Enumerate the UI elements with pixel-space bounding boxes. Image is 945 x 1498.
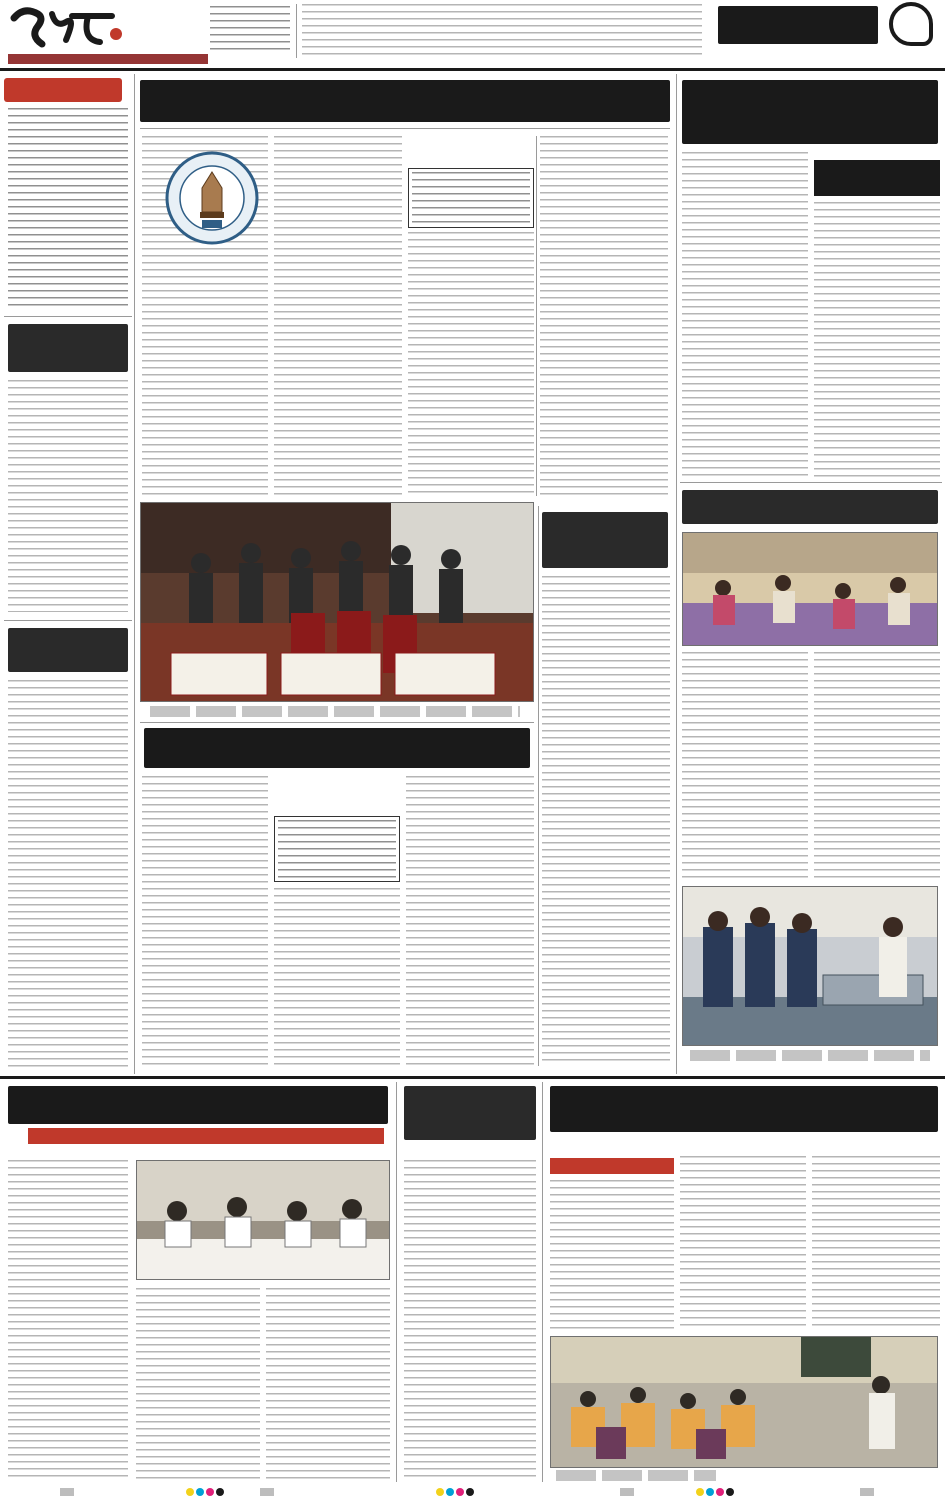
parents-meeting-photo [550, 1336, 938, 1468]
protest-body-mid [136, 1288, 260, 1480]
business-headline [542, 512, 668, 568]
sidebar-story-body [8, 380, 128, 612]
hunger-strike-headline [682, 490, 938, 524]
sidebar-story-headline [8, 324, 128, 372]
right-top-body-1 [682, 152, 808, 478]
quiz-col-2 [274, 888, 400, 1068]
protest-subhead [28, 1128, 384, 1144]
parents-subhead [550, 1158, 674, 1174]
hunger-body-2 [814, 652, 940, 880]
parents-body-1 [550, 1180, 674, 1330]
dateline [8, 54, 208, 64]
quiz-col-3 [406, 776, 534, 1068]
sidebar-story2-headline [8, 628, 128, 672]
business-body [542, 576, 670, 1066]
parents-body-2 [680, 1156, 806, 1330]
sidebar-story2-body [8, 680, 128, 1070]
science-photo-caption [690, 1050, 930, 1061]
quiz-headline [144, 728, 530, 768]
edition-title [718, 6, 878, 44]
page-number [889, 2, 933, 46]
quiz-photo-caption [150, 706, 520, 717]
library-body-1 [404, 1160, 536, 1480]
library-headline [404, 1086, 536, 1140]
quiz-col-1 [142, 776, 268, 1068]
hunger-body-1 [682, 652, 808, 880]
lead-bullets-text [412, 172, 530, 224]
right-top-body-2 [814, 202, 940, 478]
top-teaser-text [302, 4, 702, 60]
quiz-highlights [278, 820, 396, 878]
protest-press-photo [136, 1160, 390, 1280]
newspaper-logo [8, 4, 126, 54]
protest-headline [8, 1086, 388, 1124]
parents-headline [550, 1086, 938, 1132]
lead-col-3 [408, 232, 534, 498]
sidebar-list [8, 108, 128, 308]
protest-body-right [266, 1288, 390, 1480]
lead-headline [140, 80, 670, 122]
right-top-subhead [814, 160, 940, 196]
science-exhibition-photo [682, 886, 938, 1046]
print-registration-marks [0, 1484, 945, 1498]
lead-col-4 [540, 136, 668, 498]
sidebar-box-title [4, 78, 122, 102]
quiz-award-photo [140, 502, 534, 702]
protest-body-left [8, 1160, 128, 1480]
top-teaser [210, 6, 290, 50]
parents-body-3 [812, 1156, 940, 1330]
right-top-headline [682, 80, 938, 144]
parents-photo-caption [556, 1470, 716, 1481]
bmc-logo-image [164, 150, 260, 246]
masthead [0, 0, 945, 70]
lead-col-2 [274, 136, 402, 498]
hunger-strike-photo [682, 532, 938, 646]
